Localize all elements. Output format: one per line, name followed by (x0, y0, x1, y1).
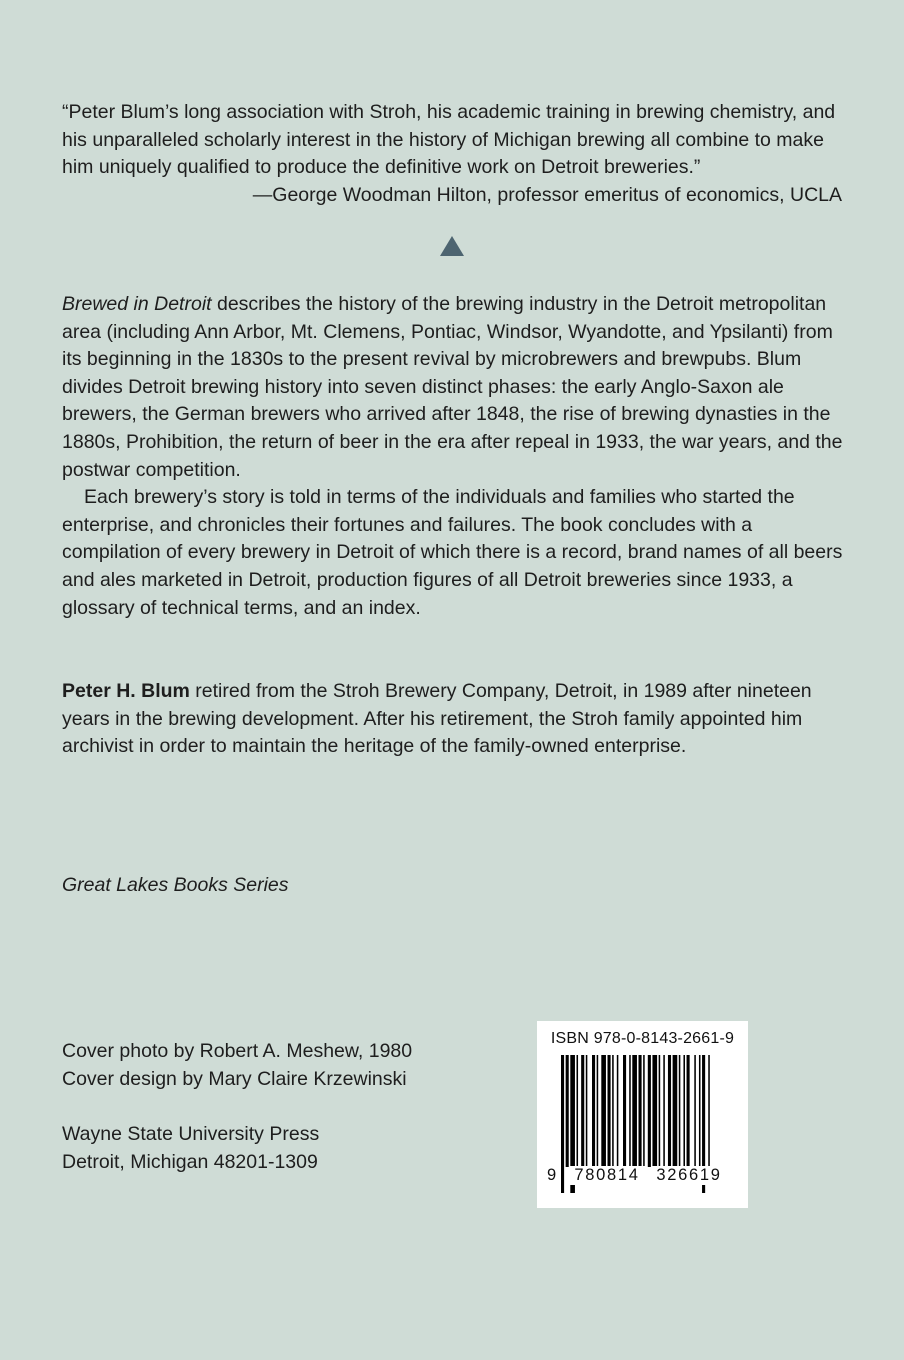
quote-text: “Peter Blum’s long association with Stroh, his academic training in brewing chemistry, and his unparalleled scholarly interest in the history of Michigan brewing all combine to make him uniquely qualified to produce the definitive work on Detroit breweries.” (62, 101, 836, 179)
barcode-bar (597, 1055, 599, 1167)
barcode-bar (608, 1055, 611, 1167)
description-paragraph-1-text: describes the history of the brewing industry in the Detroit metropolitan area (including Ann Arbor, Mt. Clemens, Pontiac, Windsor, Wyandotte, and Ypsilanti) from its beginning in the 1830s to the present revival by microbrewers and brewpubs. Blum divides Detroit brewing history into seven distinct phases: the early Anglo-Saxon ale brewers, the German brewers who arrived after 1848, the rise of brewing dynasties in the 1880s, Prohibition, the return of beer in the era after repeal in 1933, the war years, and the postwar competition. (62, 293, 843, 481)
barcode-bar (679, 1055, 681, 1167)
barcode-bar (617, 1055, 619, 1167)
publisher-name: Wayne State University Press (62, 1123, 320, 1146)
barcode-bar (648, 1055, 651, 1167)
quote-attribution: —George Woodman Hilton, professor emeritus of economics, UCLA (252, 183, 842, 206)
barcode-bar (577, 1055, 579, 1167)
barcode-bar (566, 1055, 569, 1167)
book-title: Brewed in Detroit (62, 293, 212, 315)
description-paragraph-1 (62, 291, 852, 484)
barcode-bar (643, 1055, 645, 1167)
barcode-left-digits: 780814 (569, 1166, 645, 1185)
barcode-bar (652, 1055, 657, 1167)
barcode-bar (629, 1055, 631, 1167)
barcode-bar (639, 1055, 642, 1167)
credits (62, 1038, 482, 1176)
barcode-bar (673, 1055, 678, 1167)
barcode-bar (592, 1055, 595, 1167)
barcode-bar (612, 1055, 614, 1167)
barcode-first-digit: 9 (547, 1166, 557, 1184)
barcode-bar (663, 1055, 665, 1167)
barcode-bar (659, 1055, 661, 1167)
barcode-bar (623, 1055, 626, 1167)
barcode-digits (547, 1166, 743, 1190)
book-description (62, 291, 852, 622)
isbn-barcode (537, 1021, 748, 1208)
author-name: Peter H. Blum (62, 680, 190, 702)
series-name: Great Lakes Books Series (62, 874, 289, 896)
triangle-ornament-icon (440, 236, 464, 256)
barcode-bar (708, 1055, 710, 1167)
barcode-bar (668, 1055, 671, 1167)
barcode-bar (632, 1055, 637, 1167)
cover-photo-credit: Cover photo by Robert A. Meshew, 1980 (62, 1040, 413, 1062)
barcode-right-digits: 326619 (651, 1166, 727, 1185)
author-bio-text: retired from the Stroh Brewery Company, Detroit, in 1989 after nineteen years in the brewing development. After his retirement, the Stroh family appointed him archivist in order to maintain the heritage of the family-owned enterprise. (62, 680, 812, 758)
barcode-bar (694, 1055, 696, 1167)
barcode-bar (687, 1055, 690, 1167)
barcode-bar (601, 1055, 606, 1167)
isbn-label: ISBN 978-0-8143-2661-9 (550, 1030, 735, 1047)
barcode-bar (699, 1055, 701, 1167)
cover-design-credit: Cover design by Mary Claire Krzewinski (62, 1067, 407, 1090)
barcode-bar (586, 1055, 588, 1167)
publisher-location: Detroit, Michigan 48201-1309 (62, 1150, 318, 1173)
description-paragraph-2: Each brewery’s story is told in terms of the individuals and families who started the enterprise, and chronicles their fortunes and failures. The book concludes with a compilation of every brewery in Detroit of which there is a record, brand names of all beers and ales marketed in Detroit, production figures of all Detroit breweries since 1933, a glossary of technical terms, and an index. (62, 486, 843, 619)
endorsement-quote (62, 99, 852, 209)
barcode-bar (581, 1055, 584, 1167)
barcode-bar (683, 1055, 685, 1167)
author-bio (62, 678, 852, 761)
